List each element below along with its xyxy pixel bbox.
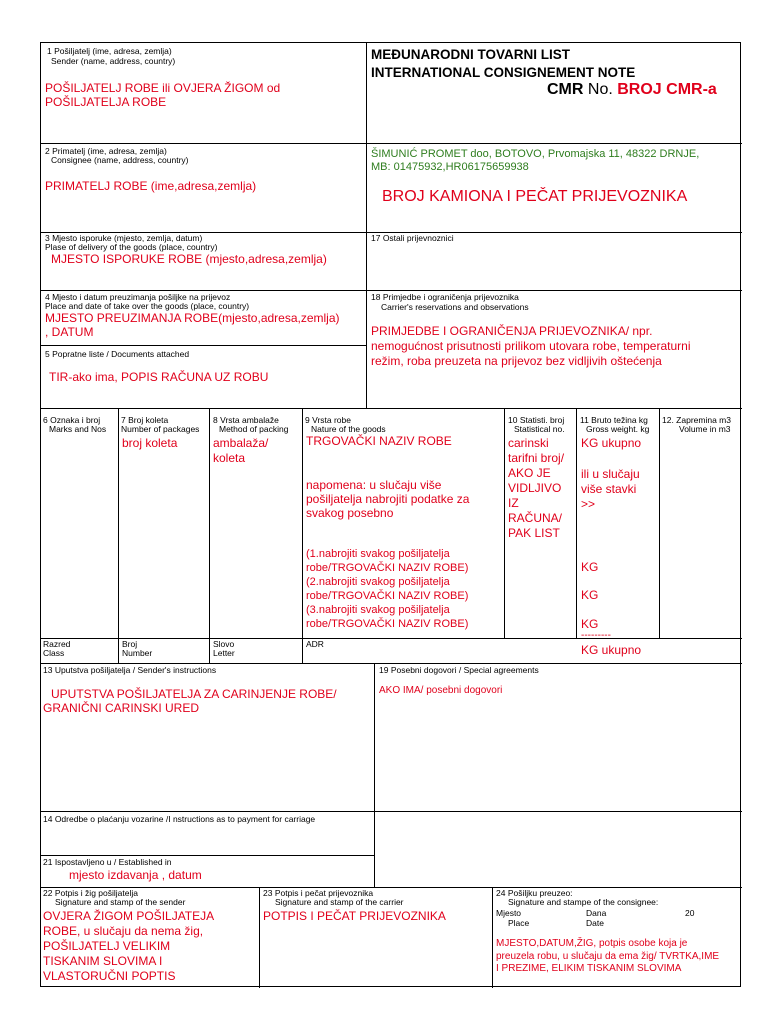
box24-label: 24 Pošiljku preuzeo: [496, 888, 573, 898]
number-label: Broj [122, 639, 138, 649]
divider [118, 408, 119, 663]
documents-attached: TIR-ako ima, POPIS RAČUNA UZ ROBU [49, 370, 269, 384]
divider [576, 408, 577, 638]
divider [302, 408, 303, 663]
sender-value: POŠILJATELJA ROBE [45, 95, 167, 109]
divider [374, 663, 375, 887]
weight-grand-total: KG ukupno [581, 643, 642, 657]
consignee-date-label-en: Date [586, 918, 604, 928]
box13-label: 13 Uputstva pošiljatelja / Sender's instructions [43, 665, 217, 675]
carrier-reservations: nemogućnost prisutnosti prilikom utovara robe, temperaturni [371, 339, 691, 353]
divider [504, 408, 505, 638]
divider [41, 638, 742, 639]
box14-label: 14 Odredbe o plaćanju vozarine /I nstructions as to payment for carriage [43, 814, 316, 824]
carrier-reservations: PRIMJEDBE I OGRANIČENJA PRIJEVOZNIKA/ npr. [371, 324, 653, 338]
box18-label: 18 Primjedbe i ograničenja prijevoznika [371, 292, 519, 302]
form-title-en: INTERNATIONAL CONSIGNEMENT NOTE [371, 65, 636, 80]
goods-entry: robe/TRGOVAČKI NAZIV ROBE) [306, 562, 469, 574]
sender-signature: POŠILJATELJ VELIKIM [43, 939, 171, 953]
goods-entry: (3.nabrojiti svakog pošiljatelja [306, 604, 450, 616]
box19-label: 19 Posebni dogovori / Special agreements [379, 665, 539, 675]
box18-label-en: Carrier's reservations and observations [381, 302, 529, 312]
box2-label-en: Consignee (name, address, country) [51, 155, 189, 165]
weight-dashes: --------- [581, 630, 611, 641]
weight-note: ili u slučaju [581, 467, 640, 481]
consignee-signature: MJESTO,DATUM,ŽIG, potpis osobe koja je [496, 938, 688, 949]
packing-value: koleta [213, 451, 246, 465]
box17-label: 17 Ostali prijevnoznici [371, 233, 454, 243]
col8-label-en: Method of packing [219, 424, 289, 434]
tariff-line: VIDLJIVO [508, 481, 562, 495]
box1-label-en: Sender (name, address, country) [51, 56, 176, 66]
truck-number: BROJ KAMIONA I PEČAT PRIJEVOZNIKA [382, 188, 688, 205]
divider [41, 811, 742, 812]
consignee-signature: preuzela robu, u slučaju da ema žig/ TVRTKA,IME [496, 951, 720, 962]
cmr-number-value: BROJ CMR-a [617, 81, 717, 98]
takeover-date: , DATUM [45, 325, 94, 339]
class-label-en: Class [43, 648, 65, 658]
box2-label: 2 Primatelj (ime, adresa, zemlja) [45, 146, 167, 156]
box3-label-en: Plase of delivery of the goods (place, country) [45, 242, 218, 252]
goods-entry: robe/TRGOVAČKI NAZIV ROBE) [306, 590, 469, 602]
packing-value: ambalaža/ [213, 436, 269, 450]
col10-label: 10 Statisti. broj [508, 415, 565, 425]
number-label-en: Number [122, 648, 153, 658]
sender-instructions: GRANIČNI CARINSKI URED [43, 701, 200, 715]
divider [259, 887, 260, 988]
col12-label: 12. Zapremina m3 [662, 415, 731, 425]
box3-label: 3 Mjesto isporuke (mjesto, zemlja, datum) [45, 233, 203, 243]
divider [41, 290, 742, 291]
divider [41, 143, 742, 144]
takeover-place: MJESTO PREUZIMANJA ROBE(mjesto,adresa,zemlja) [45, 311, 340, 325]
consignee-date-label: Dana [586, 908, 607, 918]
box21-label: 21 Ispostavljeno u / Established in [43, 857, 172, 867]
issued-place-date: mjesto izdavanja , datum [69, 868, 202, 882]
col6-label: 6 Oznaka i broj [43, 415, 101, 425]
goods-entry: robe/TRGOVAČKI NAZIV ROBE) [306, 618, 469, 630]
form-title: MEĐUNARODNI TOVARNI LIST [371, 47, 570, 62]
special-agreements: AKO IMA/ posebni dogovori [379, 685, 503, 696]
col12-label-en: Volume in m3 [679, 424, 731, 434]
box4-label-en: Place and date of take over the goods (place, country) [45, 301, 250, 311]
carrier-signature: POTPIS I PEČAT PRIJEVOZNIKA [263, 909, 446, 923]
divider [41, 408, 742, 409]
goods-entry: (1.nabrojiti svakog pošiljatelja [306, 548, 450, 560]
col9-label-en: Nature of the goods [311, 424, 386, 434]
sender-value: POŠILJATELJ ROBE ili OVJERA ŽIGOM od [45, 81, 281, 95]
goods-note: napomena: u slučaju više [306, 478, 442, 492]
sender-signature: ROBE, u slučaju da nema žig, [43, 924, 204, 938]
divider [41, 855, 374, 856]
divider [41, 663, 742, 664]
divider [209, 408, 210, 663]
consignee-signature: I PREZIME, ELIKIM TISKANIM SLOVIMA [496, 963, 682, 974]
packages-value: broj koleta [122, 436, 178, 450]
consignee-place-label-en: Place [508, 918, 530, 928]
carrier-address: ŠIMUNIĆ PROMET doo, BOTOVO, Prvomajska 11, 48322 DRNJE, [371, 148, 700, 160]
year-prefix: 20 [685, 908, 695, 918]
goods-note: pošiljatelja nabrojiti podatke za [306, 492, 470, 506]
weight-total: KG ukupno [581, 436, 642, 450]
box5-label: 5 Popratne liste / Documents attached [45, 349, 190, 359]
class-label: Razred [43, 639, 71, 649]
delivery-place: MJESTO ISPORUKE ROBE (mjesto,adresa,zemlja) [51, 252, 327, 266]
box22-label-en: Signature and stamp of the sender [55, 897, 186, 907]
letter-label-en: Letter [213, 648, 235, 658]
box24-label-en: Signature and stampe of the consignee: [508, 897, 659, 907]
col6-label-en: Marks and Nos [49, 424, 107, 434]
sender-signature: TISKANIM SLOVIMA I [43, 954, 163, 968]
col10-label-en: Statistical no. [514, 424, 565, 434]
box22-label: 22 Potpis i žig pošiljatelja [43, 888, 138, 898]
divider [41, 887, 742, 888]
weight-kg: KG [581, 588, 599, 602]
col11-label: 11 Bruto težina kg [580, 415, 648, 425]
goods-name: TRGOVAČKI NAZIV ROBE [306, 434, 452, 448]
sender-instructions: UPUTSTVA POŠILJATELJA ZA CARINJENJE ROBE/ [51, 687, 337, 701]
col7-label-en: Number of packages [121, 424, 200, 434]
tariff-line: carinski [508, 436, 549, 450]
col7-label: 7 Broj koleta [121, 415, 169, 425]
tariff-line: RAČUNA/ [508, 511, 563, 525]
box23-label-en: Signature and stamp of the carrier [275, 897, 404, 907]
weight-note: >> [581, 497, 596, 511]
cmr-number [547, 81, 717, 99]
letter-label: Slovo [213, 639, 235, 649]
box4-label: 4 Mjesto i datum preuzimanja pošiljke na prijevoz [45, 292, 231, 302]
box1-label: 1 Pošiljatelj (ime, adresa, zemlja) [47, 46, 172, 56]
weight-kg: KG [581, 617, 599, 631]
col11-label-en: Gross weight. kg [586, 424, 650, 434]
tariff-line: tarifni broj/ [508, 451, 565, 465]
sender-signature: OVJERA ŽIGOM POŠILJATEJA [43, 909, 215, 923]
divider [659, 408, 660, 638]
box23-label: 23 Potpis i pečat prijevoznika [263, 888, 374, 898]
goods-note: svakog posebno [306, 506, 394, 520]
sender-signature: VLASTORUČNI POPTIS [43, 969, 176, 983]
consignee-value: PRIMATELJ ROBE (ime,adresa,zemlja) [45, 179, 257, 193]
weight-note: više stavki [581, 482, 637, 496]
carrier-ids: MB: 01475932,HR06175659938 [371, 161, 529, 173]
divider [366, 43, 367, 408]
tariff-line: PAK LIST [508, 526, 560, 540]
divider [492, 887, 493, 988]
col9-label: 9 Vrsta robe [305, 415, 351, 425]
col8-label: 8 Vrsta ambalaže [213, 415, 279, 425]
tariff-line: IZ [508, 496, 519, 510]
carrier-reservations: režim, roba preuzeta na prijevoz bez vidljivih oštećenja [371, 354, 662, 368]
cmr-label: CMR [547, 81, 584, 98]
goods-entry: (2.nabrojiti svakog pošiljatelja [306, 576, 450, 588]
no-label: No. [587, 81, 613, 98]
cmr-form [40, 42, 741, 987]
tariff-line: AKO JE [508, 466, 551, 480]
adr-label: ADR [306, 639, 324, 649]
weight-kg: KG [581, 560, 599, 574]
divider [41, 345, 366, 346]
consignee-place-label: Mjesto [496, 908, 522, 918]
